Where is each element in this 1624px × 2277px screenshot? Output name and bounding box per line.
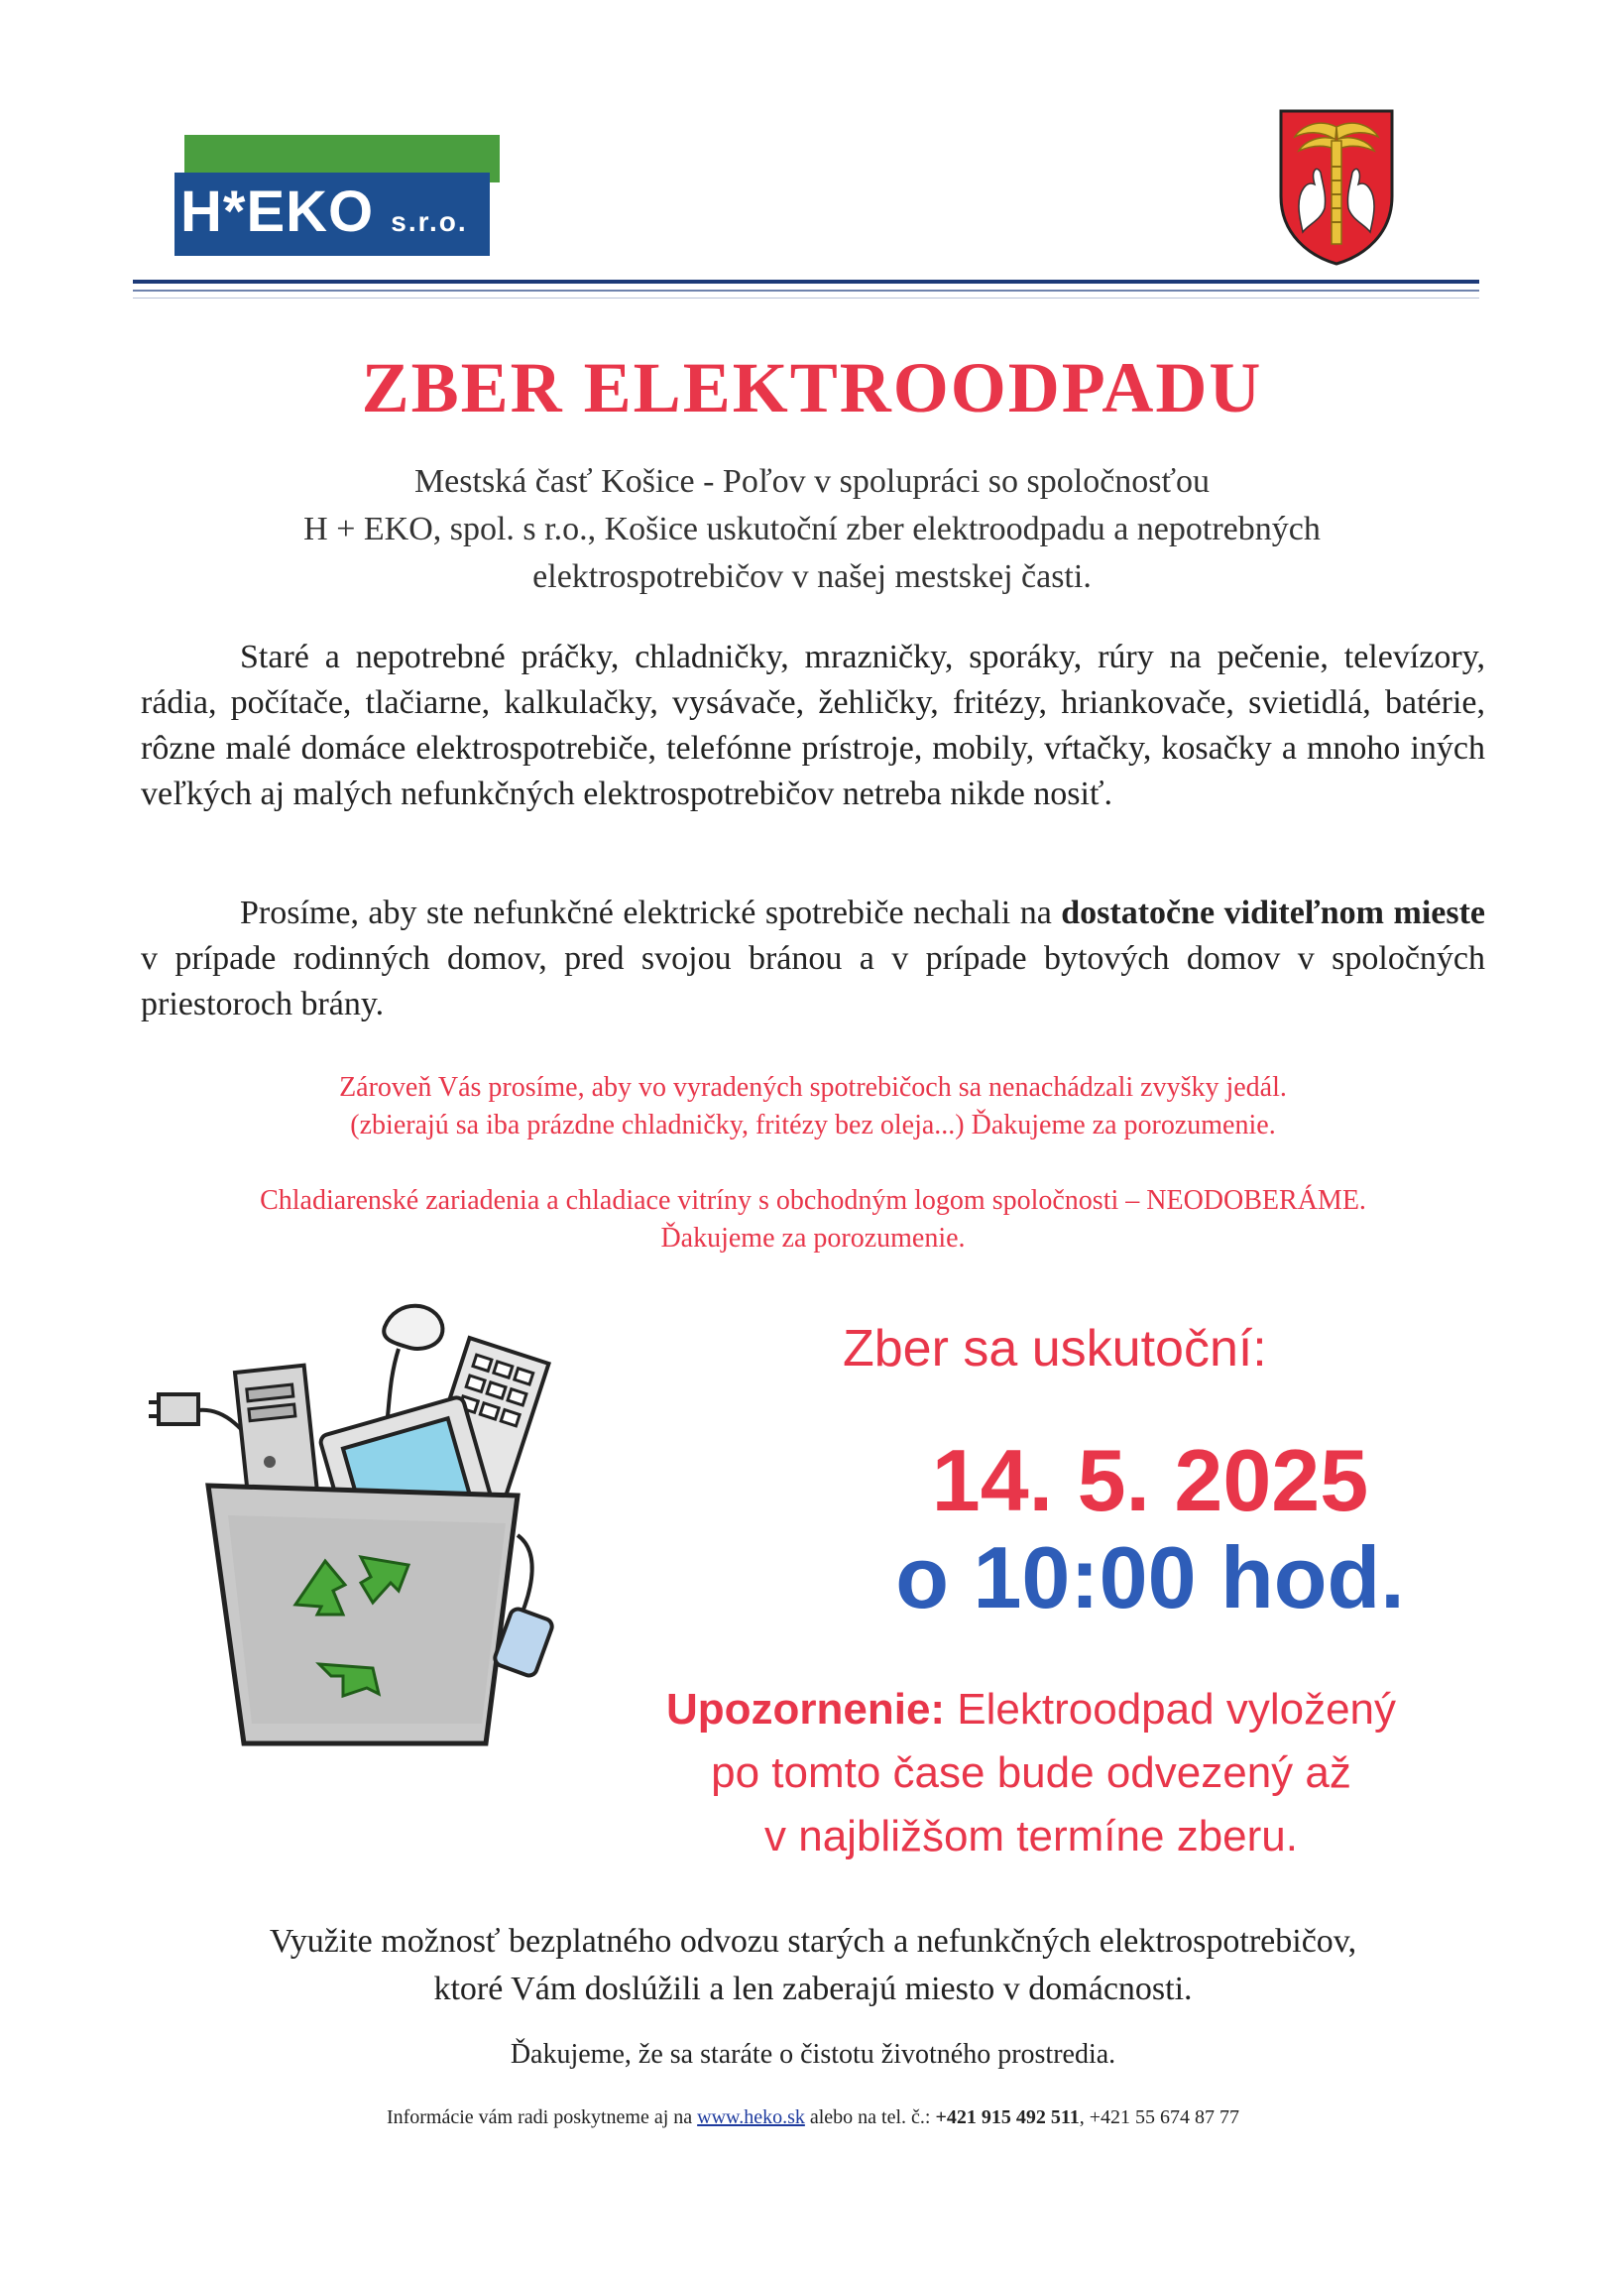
website-link[interactable]: www.heko.sk xyxy=(697,2106,805,2128)
warning-block xyxy=(595,1678,1467,1868)
header-rule xyxy=(133,280,1479,284)
recycling-bin-electronics-icon xyxy=(149,1287,585,1753)
thanks-text: Ďakujeme, že sa staráte o čistotu životného prostredia. xyxy=(510,2039,1116,2070)
note-line: Ďakujeme za porozumenie. xyxy=(660,1223,966,1254)
collection-label: Zber sa uskutoční: xyxy=(843,1320,1267,1378)
closing-text xyxy=(141,1918,1485,2013)
warning-text: Elektroodpad vyložený xyxy=(945,1685,1397,1734)
food-remains-note xyxy=(141,1069,1485,1144)
intro-line: Mestská časť Košice - Poľov v spolupráci so spoločnosťou xyxy=(413,463,1211,500)
placement-paragraph xyxy=(141,891,1485,1027)
contact-prefix: Informácie vám radi poskytneme aj na xyxy=(386,2106,698,2128)
collection-date: 14. 5. 2025 xyxy=(931,1431,1369,1529)
warning-label: Upozornenie: xyxy=(665,1685,946,1734)
note-line: Chladiarenské zariadenia a chladiace vitríny s obchodným logom spoločnosti – NEODOBERÁME. xyxy=(260,1185,1366,1216)
note-line: Zároveň Vás prosíme, aby vo vyradených spotrebičoch sa nenachádzali zvyšky jedál. xyxy=(339,1072,1287,1103)
coat-of-arms-icon xyxy=(1277,107,1396,266)
contact-separator: , xyxy=(1079,2106,1090,2128)
items-paragraph xyxy=(141,635,1485,817)
intro-line: elektrospotrebičov v našej mestskej časti. xyxy=(532,558,1092,595)
placement-text-after: v prípade rodinných domov, pred svojou bránou a v prípade bytových domov v spoločných priestoroch brány. xyxy=(141,940,1485,1022)
collection-time: o 10:00 hod. xyxy=(895,1528,1405,1626)
refrigeration-note xyxy=(141,1182,1485,1258)
items-paragraph-text: Staré a nepotrebné práčky, chladničky, mrazničky, sporáky, rúry na pečenie, televízory, rádia, počítače, tlačiarne, kalkulačky, vysávače, žehličky, fritézy, hriankovače, svietidlá, batérie, rôzne malé domáce elektrospotrebiče, telefónne prístroje, mobily, vŕtačky, kosačky a mnoho iných veľkých aj malých nefunkčných elektrospotrebičov netreba nikde nosiť. xyxy=(141,639,1485,812)
placement-paragraph-text xyxy=(141,891,1485,1027)
heko-logo xyxy=(174,135,500,256)
closing-line: ktoré Vám doslúžili a len zaberajú miesto v domácnosti. xyxy=(433,1971,1193,2007)
intro-text xyxy=(149,458,1475,601)
logo-sro: s.r.o. xyxy=(391,206,468,237)
logo-text xyxy=(180,180,468,254)
warning-line: po tomto čase bude odvezený až xyxy=(711,1748,1351,1797)
placement-text-before: Prosíme, aby ste nefunkčné elektrické spotrebiče nechali na xyxy=(240,895,1062,931)
warning-line: v najbližšom termíne zberu. xyxy=(764,1812,1298,1860)
phone-number-primary: +421 915 492 511 xyxy=(935,2106,1080,2128)
contact-middle: alebo na tel. č.: xyxy=(804,2106,936,2128)
phone-number-secondary: +421 55 674 87 77 xyxy=(1089,2106,1240,2128)
closing-line: Využite možnosť bezplatného odvozu starých a nefunkčných elektrospotrebičov, xyxy=(269,1923,1357,1960)
logo-wordmark: H*EKO xyxy=(180,180,375,244)
placement-text-bold: dostatočne viditeľnom mieste xyxy=(1061,895,1485,931)
warning-line xyxy=(595,1678,1467,1741)
intro-line: H + EKO, spol. s r.o., Košice uskutoční zber elektroodpadu a nepotrebných xyxy=(303,511,1321,547)
header-rule xyxy=(133,298,1479,299)
contact-info xyxy=(141,2106,1485,2129)
note-line: (zbierajú sa iba prázdne chladničky, fritézy bez oleja...) Ďakujeme za porozumenie. xyxy=(350,1110,1276,1140)
page-title: ZBER ELEKTROODPADU xyxy=(361,348,1263,427)
header-rule xyxy=(133,290,1479,292)
